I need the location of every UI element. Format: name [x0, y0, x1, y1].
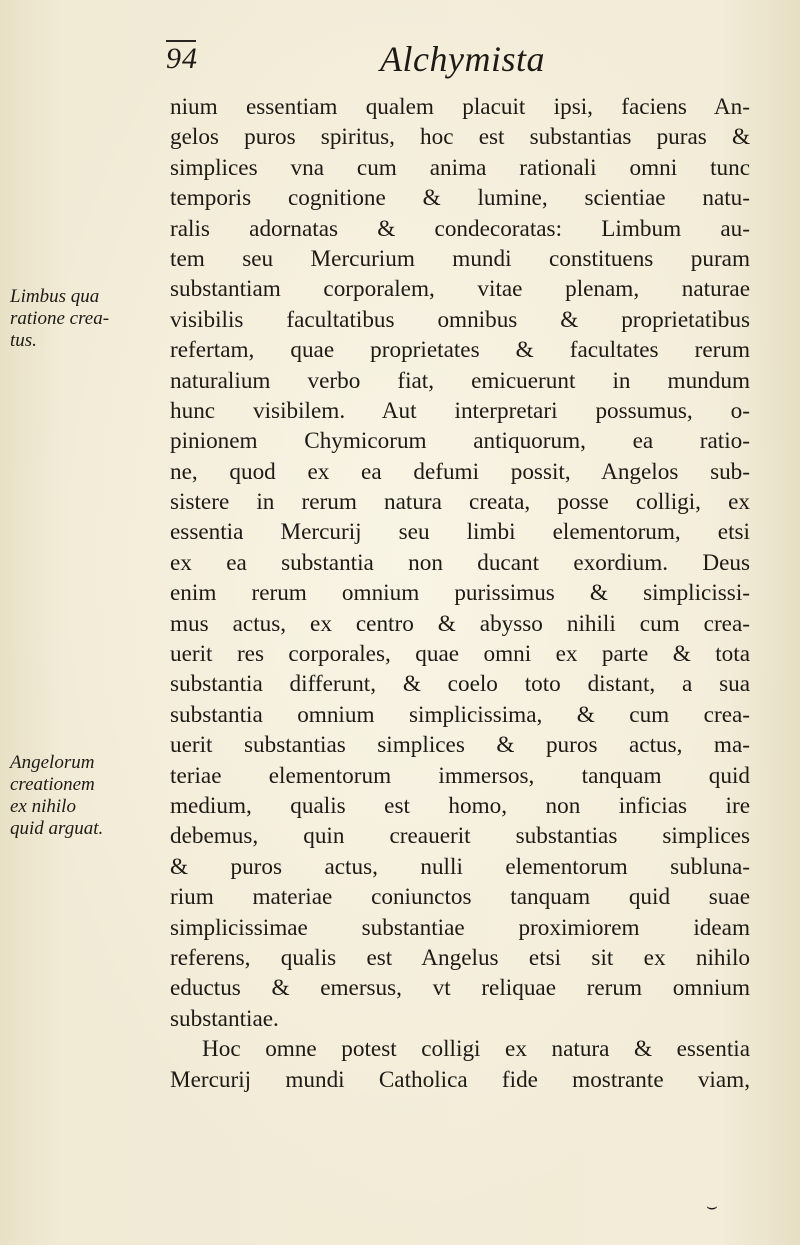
text-line: simplicissimae substantiae proximiorem ideam [170, 914, 750, 941]
running-title: Alchymista [380, 39, 545, 79]
text-line: sistere in rerum natura creata, posse colligi, ex [170, 489, 750, 516]
text-line: ex ea substantia non ducant exordium. Deus [170, 549, 750, 576]
printer-mark: ⌣ [706, 1196, 718, 1216]
text-line: temporis cognitione & lumine, scientiae natu- [170, 185, 750, 212]
text-line: tem seu Mercurium mundi constituens puram [170, 245, 750, 272]
text-line: simplices vna cum anima rationali omni tunc [170, 154, 750, 181]
text-line: enim rerum omnium purissimus & simplicissi- [170, 580, 750, 607]
page-number: 94 [166, 42, 198, 75]
text-line: essentia Mercurij seu limbi elementorum, etsi [170, 519, 750, 546]
text-line: teriae elementorum immersos, tanquam quid [170, 762, 750, 789]
text-line: medium, qualis est homo, non inficias ire [170, 792, 750, 819]
text-line: naturalium verbo fiat, emicuerunt in mundum [170, 367, 750, 394]
text-line: eductus & emersus, vt reliquae rerum omnium [170, 975, 750, 1002]
text-line: substantiae. [170, 1005, 279, 1032]
margin-note-line: Limbus qua [10, 286, 100, 307]
text-line: uerit substantias simplices & puros actus, ma- [170, 732, 750, 759]
margin-note-line: creationem [10, 774, 95, 795]
text-line: substantia differunt, & coelo toto distant, a sua [170, 671, 750, 698]
text-line: referens, qualis est Angelus etsi sit ex nihilo [170, 944, 750, 971]
margin-note-line: ex nihilo [10, 796, 76, 817]
text-line: rium materiae coniunctos tanquam quid suae [170, 884, 750, 911]
margin-note-line: Angelorum [10, 752, 95, 773]
body-text [170, 92, 750, 1095]
margin-note-angelorum [10, 752, 170, 840]
margin-note-line: tus. [10, 330, 37, 351]
text-line: substantia omnium simplicissima, & cum crea- [170, 701, 750, 728]
text-line: Hoc omne potest colligi ex natura & essentia [202, 1036, 750, 1063]
text-line: mus actus, ex centro & abysso nihili cum crea- [170, 610, 750, 637]
text-line: Mercurij mundi Catholica fide mostrante viam, [170, 1066, 750, 1093]
text-line: hunc visibilem. Aut interpretari possumus, o- [170, 397, 750, 424]
text-line: gelos puros spiritus, hoc est substantias puras & [170, 124, 750, 151]
text-line: ne, quod ex ea defumi possit, Angelos sub- [170, 458, 750, 485]
text-line: ralis adornatas & condecoratas: Limbum au- [170, 215, 750, 242]
margin-note-line: ratione crea- [10, 308, 110, 329]
text-line: nium essentiam qualem placuit ipsi, faciens An- [170, 94, 750, 120]
text-line: refertam, quae proprietates & facultates rerum [170, 337, 750, 364]
text-line: visibilis facultatibus omnibus & proprietatibus [170, 306, 750, 333]
margin-note-limbus [10, 286, 170, 352]
margin-note-line: quid arguat. [10, 818, 104, 839]
text-line: & puros actus, nulli elementorum subluna- [170, 853, 750, 880]
text-line: debemus, quin creauerit substantias simplices [170, 823, 750, 850]
text-line: pinionem Chymicorum antiquorum, ea ratio- [170, 428, 750, 455]
text-line: substantiam corporalem, vitae plenam, naturae [170, 276, 750, 303]
text-line: uerit res corporales, quae omni ex parte & tota [170, 641, 750, 668]
